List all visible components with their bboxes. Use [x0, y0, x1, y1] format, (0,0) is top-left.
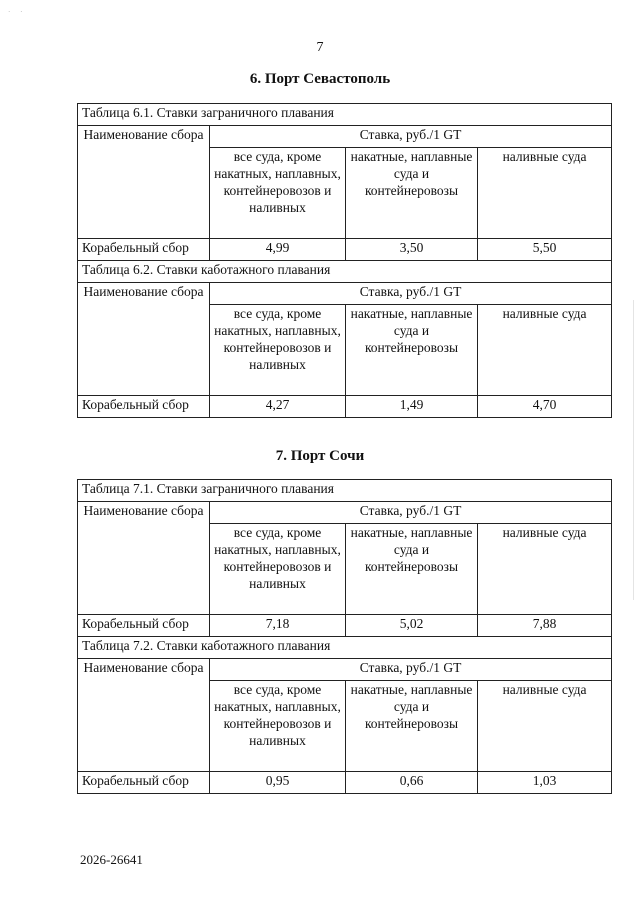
table-row: [78, 239, 612, 261]
table-caption-row: [78, 104, 612, 126]
subcolumn-tankers: наливные суда: [478, 305, 612, 396]
table-caption-row: [78, 261, 612, 283]
section-title-sevastopol: 6. Порт Севастополь: [249, 71, 391, 87]
rate-value: 4,99: [210, 239, 346, 261]
rate-value: 1,49: [346, 396, 478, 418]
rate-value: 0,95: [210, 772, 346, 794]
subcolumn-roro-containers: накатные, наплавные суда и контейнеровозы: [346, 681, 478, 772]
row-label: Корабельный сбор: [78, 772, 210, 794]
rates-table-sevastopol: [77, 103, 612, 418]
subcolumn-roro-containers: накатные, наплавные суда и контейнеровозы: [346, 305, 478, 396]
name-column-header: Наименование сбора: [78, 502, 210, 615]
rate-column-header: Ставка, руб./1 GT: [210, 283, 612, 305]
table-header-row: [78, 126, 612, 148]
rate-column-header: Ставка, руб./1 GT: [210, 659, 612, 681]
table-caption-row: [78, 637, 612, 659]
rate-value: 7,88: [478, 615, 612, 637]
subcolumn-general-vessels: все суда, кроме накатных, наплавных, контейнеровозов и наливных: [210, 148, 346, 239]
subcolumn-general-vessels: все суда, кроме накатных, наплавных, контейнеровозов и наливных: [210, 524, 346, 615]
name-column-header: Наименование сбора: [78, 126, 210, 239]
row-label: Корабельный сбор: [78, 396, 210, 418]
section-title-sochi: 7. Порт Сочи: [275, 448, 365, 464]
table-row: [78, 615, 612, 637]
document-code: 2026-26641: [80, 852, 143, 867]
rate-value: 3,50: [346, 239, 478, 261]
name-column-header: Наименование сбора: [78, 283, 210, 396]
table-row: [78, 396, 612, 418]
table-caption: Таблица 7.1. Ставки заграничного плавания: [78, 480, 612, 502]
table-caption-row: [78, 480, 612, 502]
subcolumn-tankers: наливные суда: [478, 524, 612, 615]
rate-value: 4,70: [478, 396, 612, 418]
corner-scan-marks: · ·: [8, 8, 27, 16]
table-header-row: [78, 659, 612, 681]
table-caption: Таблица 6.1. Ставки заграничного плавания: [78, 104, 612, 126]
name-column-header: Наименование сбора: [78, 659, 210, 772]
subcolumn-general-vessels: все суда, кроме накатных, наплавных, контейнеровозов и наливных: [210, 681, 346, 772]
table-caption: Таблица 6.2. Ставки каботажного плавания: [78, 261, 612, 283]
row-label: Корабельный сбор: [78, 239, 210, 261]
table-header-row: [78, 283, 612, 305]
subcolumn-tankers: наливные суда: [478, 148, 612, 239]
table-caption: Таблица 7.2. Ставки каботажного плавания: [78, 637, 612, 659]
rate-value: 1,03: [478, 772, 612, 794]
subcolumn-roro-containers: накатные, наплавные суда и контейнеровозы: [346, 524, 478, 615]
rate-column-header: Ставка, руб./1 GT: [210, 126, 612, 148]
row-label: Корабельный сбор: [78, 615, 210, 637]
rate-column-header: Ставка, руб./1 GT: [210, 502, 612, 524]
table-header-row: [78, 502, 612, 524]
subcolumn-general-vessels: все суда, кроме накатных, наплавных, контейнеровозов и наливных: [210, 305, 346, 396]
subcolumn-roro-containers: накатные, наплавные суда и контейнеровозы: [346, 148, 478, 239]
rate-value: 0,66: [346, 772, 478, 794]
rate-value: 4,27: [210, 396, 346, 418]
rate-value: 5,50: [478, 239, 612, 261]
rate-value: 7,18: [210, 615, 346, 637]
rates-table-sochi: [77, 479, 612, 794]
subcolumn-tankers: наливные суда: [478, 681, 612, 772]
page-number: 7: [316, 40, 324, 55]
table-row: [78, 772, 612, 794]
rate-value: 5,02: [346, 615, 478, 637]
